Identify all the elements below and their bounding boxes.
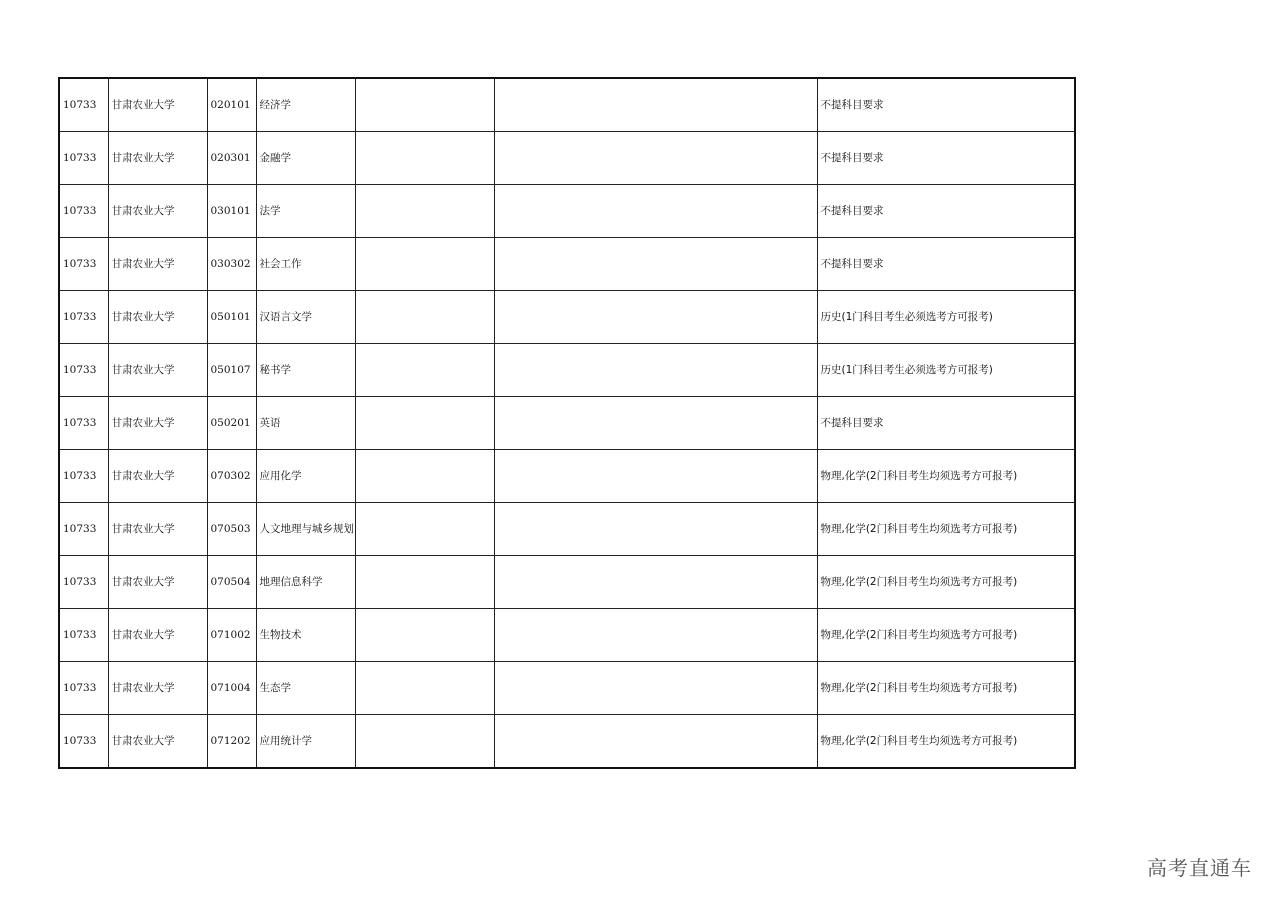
empty-cell [494,503,817,556]
major-name-cell: 英语 [256,397,355,450]
major-name-cell: 应用化学 [256,450,355,503]
school-name-cell: 甘肃农业大学 [108,132,207,185]
school-name-cell: 甘肃农业大学 [108,609,207,662]
school-code-cell: 10733 [59,238,108,291]
empty-cell [494,78,817,132]
major-code-cell: 020101 [207,78,256,132]
major-code-cell: 071202 [207,715,256,769]
subject-requirement-cell: 历史(1门科目考生必须选考方可报考) [817,344,1075,397]
table-row [59,78,1075,132]
empty-cell [355,238,494,291]
empty-cell [355,185,494,238]
school-code-cell: 10733 [59,662,108,715]
empty-cell [355,291,494,344]
major-name-cell: 社会工作 [256,238,355,291]
table-row [59,238,1075,291]
major-code-cell: 070504 [207,556,256,609]
subject-requirement-cell: 物理,化学(2门科目考生均须选考方可报考) [817,662,1075,715]
empty-cell [494,662,817,715]
table-row [59,450,1075,503]
subject-requirement-cell: 物理,化学(2门科目考生均须选考方可报考) [817,609,1075,662]
subject-requirement-table [58,77,1076,769]
major-code-cell: 020301 [207,132,256,185]
school-code-cell: 10733 [59,556,108,609]
major-code-cell: 050107 [207,344,256,397]
major-name-cell: 应用统计学 [256,715,355,769]
table-row [59,344,1075,397]
major-name-cell: 法学 [256,185,355,238]
empty-cell [355,397,494,450]
major-name-cell: 生物技术 [256,609,355,662]
major-name-cell: 人文地理与城乡规划 [256,503,355,556]
school-name-cell: 甘肃农业大学 [108,503,207,556]
major-name-cell: 汉语言文学 [256,291,355,344]
empty-cell [494,291,817,344]
table-row [59,662,1075,715]
school-code-cell: 10733 [59,715,108,769]
subject-requirement-cell: 不提科目要求 [817,238,1075,291]
school-code-cell: 10733 [59,397,108,450]
empty-cell [355,78,494,132]
table-row [59,185,1075,238]
major-code-cell: 070302 [207,450,256,503]
major-name-cell: 生态学 [256,662,355,715]
school-code-cell: 10733 [59,132,108,185]
empty-cell [494,397,817,450]
school-name-cell: 甘肃农业大学 [108,344,207,397]
subject-requirement-cell: 物理,化学(2门科目考生均须选考方可报考) [817,450,1075,503]
school-name-cell: 甘肃农业大学 [108,715,207,769]
major-code-cell: 030302 [207,238,256,291]
school-name-cell: 甘肃农业大学 [108,185,207,238]
empty-cell [494,556,817,609]
empty-cell [494,609,817,662]
subject-requirement-cell: 不提科目要求 [817,397,1075,450]
watermark-text: 高考直通车 [1147,856,1252,880]
empty-cell [494,132,817,185]
empty-cell [355,662,494,715]
school-name-cell: 甘肃农业大学 [108,450,207,503]
major-code-cell: 050101 [207,291,256,344]
subject-requirement-cell: 不提科目要求 [817,185,1075,238]
subject-requirement-cell: 历史(1门科目考生必须选考方可报考) [817,291,1075,344]
empty-cell [494,344,817,397]
empty-cell [355,503,494,556]
table-row [59,397,1075,450]
school-code-cell: 10733 [59,609,108,662]
major-code-cell: 071002 [207,609,256,662]
school-name-cell: 甘肃农业大学 [108,397,207,450]
table-row [59,291,1075,344]
school-code-cell: 10733 [59,344,108,397]
school-code-cell: 10733 [59,185,108,238]
school-code-cell: 10733 [59,450,108,503]
empty-cell [355,450,494,503]
major-code-cell: 050201 [207,397,256,450]
major-name-cell: 经济学 [256,78,355,132]
major-code-cell: 030101 [207,185,256,238]
subject-requirement-cell: 物理,化学(2门科目考生均须选考方可报考) [817,556,1075,609]
empty-cell [494,238,817,291]
table-row [59,609,1075,662]
major-code-cell: 070503 [207,503,256,556]
major-name-cell: 金融学 [256,132,355,185]
empty-cell [494,715,817,769]
major-name-cell: 秘书学 [256,344,355,397]
school-name-cell: 甘肃农业大学 [108,662,207,715]
subject-requirement-cell: 物理,化学(2门科目考生均须选考方可报考) [817,715,1075,769]
table-row [59,715,1075,769]
empty-cell [355,715,494,769]
subject-requirement-cell: 物理,化学(2门科目考生均须选考方可报考) [817,503,1075,556]
school-name-cell: 甘肃农业大学 [108,78,207,132]
school-name-cell: 甘肃农业大学 [108,291,207,344]
school-name-cell: 甘肃农业大学 [108,238,207,291]
school-code-cell: 10733 [59,78,108,132]
major-name-cell: 地理信息科学 [256,556,355,609]
empty-cell [355,344,494,397]
empty-cell [494,185,817,238]
school-name-cell: 甘肃农业大学 [108,556,207,609]
empty-cell [355,609,494,662]
subject-requirement-cell: 不提科目要求 [817,132,1075,185]
table-row [59,556,1075,609]
table-row [59,503,1075,556]
table-body [59,78,1075,768]
empty-cell [494,450,817,503]
subject-requirement-cell: 不提科目要求 [817,78,1075,132]
table-row [59,132,1075,185]
school-code-cell: 10733 [59,503,108,556]
major-code-cell: 071004 [207,662,256,715]
school-code-cell: 10733 [59,291,108,344]
empty-cell [355,556,494,609]
empty-cell [355,132,494,185]
